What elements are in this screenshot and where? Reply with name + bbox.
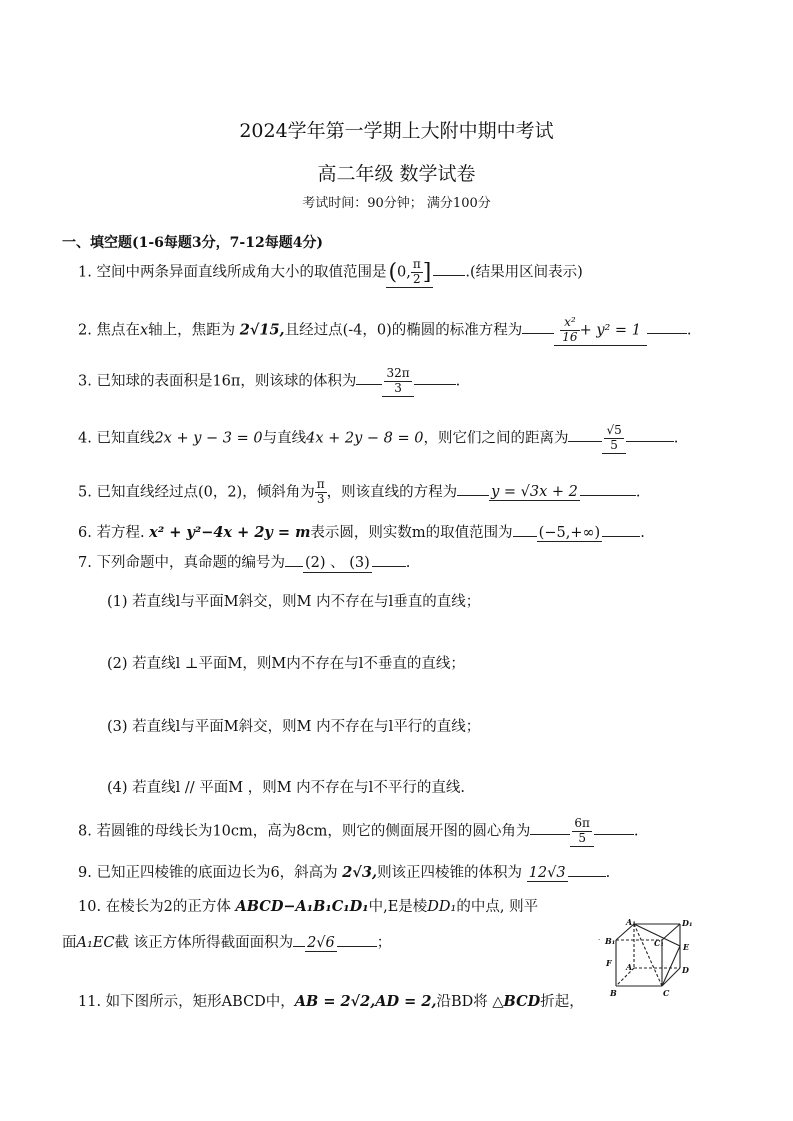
label-C1: C₁ bbox=[654, 938, 664, 948]
question-5: 5. 已知直线经过点(0，2)，倾斜角为 $\frac{\pi}{3}$ ，则该直线的方程为 y = √3x + 2 . bbox=[78, 477, 641, 506]
answer-blank: $\frac{√5}{5}$ bbox=[602, 424, 625, 454]
answer-blank: (2) 、 (3) bbox=[303, 551, 372, 573]
answer-blank: (−5,+∞) bbox=[538, 525, 601, 541]
answer-blank: $\frac{\text{x²}}{16}$ + y² = 1 bbox=[554, 316, 647, 346]
question-3: 3. 已知球的表面积是16π，则该球的体积为 $\frac{32\pi}{3}$ . bbox=[78, 366, 461, 395]
label-D1: D₁ bbox=[682, 918, 693, 928]
label-C: C bbox=[663, 988, 670, 998]
question-4: 4. 已知直线2x + y − 3 = 0与直线4x + 2y − 8 = 0，则它们之间的距离为 $\frac{√5}{5}$ . bbox=[78, 423, 679, 452]
question-7: 7. 下列命题中，真命题的编号为 (2) 、 (3) . bbox=[78, 551, 410, 573]
question-1: 1. 空间中两条异面直线所成角大小的取值范围是(0, $\frac{\pi}{2}$ ] .(结果用区间表示) bbox=[78, 257, 583, 286]
answer-blank: 2√6 bbox=[307, 935, 335, 951]
question-number: 1. bbox=[78, 264, 92, 281]
q7-item-2: (2) 若直线l ⊥平面M，则M内不存在与l不垂直的直线； bbox=[107, 656, 465, 672]
q7-item-3: (3) 若直线l与平面M斜交，则M 内不存在与l平行的直线； bbox=[107, 719, 481, 735]
section-heading: 一、填空题(1-6每题3分，7-12每题4分) bbox=[62, 235, 324, 251]
label-E: E bbox=[683, 942, 690, 952]
label-F: F bbox=[606, 958, 612, 968]
answer-tail bbox=[433, 275, 465, 276]
question-10-line-2: 面A₁EC截 该正方体所得截面面积为 2√6 ； bbox=[62, 935, 392, 951]
question-text: 空间中两条异面直线所成角大小的取值范围是 bbox=[96, 264, 387, 281]
answer-blank: y = √3x + 2 bbox=[491, 484, 578, 501]
line-A1C bbox=[634, 924, 662, 986]
label-B: B bbox=[610, 988, 617, 998]
edge-D1C1 bbox=[662, 924, 680, 940]
label-A: A bbox=[626, 962, 633, 972]
edge-DC bbox=[662, 968, 680, 986]
q7-item-4: (4) 若直线l // 平面M ，则M 内不存在与l不平行的直线. bbox=[107, 780, 465, 796]
exam-title: 2024学年第一学期上大附中期中考试 bbox=[239, 120, 554, 142]
question-2: 2. 焦点在x轴上，焦距为 2√15,且经过点(-4，0)的椭圆的标准方程为 $\frac{\text{x²}}{16}$ + y² = 1 . bbox=[78, 315, 692, 344]
question-8: 8. 若圆锥的母线长为10cm，高为8cm，则它的侧面展开图的圆心角为 $\frac{6\pi}{5}$ . bbox=[78, 816, 639, 845]
label-A1: A₁ bbox=[626, 918, 636, 927]
label-B1: B₁ bbox=[605, 936, 616, 946]
question-11: 11. 如下图所示，矩形ABCD中，AB = 2√2,AD = 2,沿BD将 △BCD折起， bbox=[78, 993, 584, 1010]
answer-blank: $\frac{32\pi}{3}$ bbox=[382, 367, 413, 397]
exam-info: 考试时间：90分钟； 满分100分 bbox=[302, 196, 491, 211]
q7-item-1: (1) 若直线l与平面M斜交，则M 内不存在与l垂直的直线； bbox=[107, 594, 481, 610]
answer-blank: $\frac{6\pi}{5}$ bbox=[570, 817, 594, 847]
answer-blank: 12√3 bbox=[528, 865, 566, 881]
question-10-line-1: 10. 在棱长为2的正方体 ABCD−A₁B₁C₁D₁中,E是棱DD₁的中点, 则平 bbox=[78, 898, 539, 915]
figure-mark: · bbox=[598, 936, 601, 944]
cube-figure bbox=[598, 918, 694, 1000]
label-D: D bbox=[682, 965, 689, 975]
answer-blank: (0, $\frac{\pi}{2}$ ] bbox=[388, 257, 432, 286]
exam-subtitle: 高二年级 数学试卷 bbox=[317, 163, 476, 185]
question-6: 6. 若方程. x² + y²−4x + 2y = m表示圆，则实数m的取值范围为 (−5,+∞) . bbox=[78, 524, 645, 541]
question-9: 9. 已知正四棱锥的底面边长为6，斜高为 2√3,则该正四棱锥的体积为 12√3 . bbox=[78, 864, 611, 881]
line-EC bbox=[662, 946, 680, 986]
